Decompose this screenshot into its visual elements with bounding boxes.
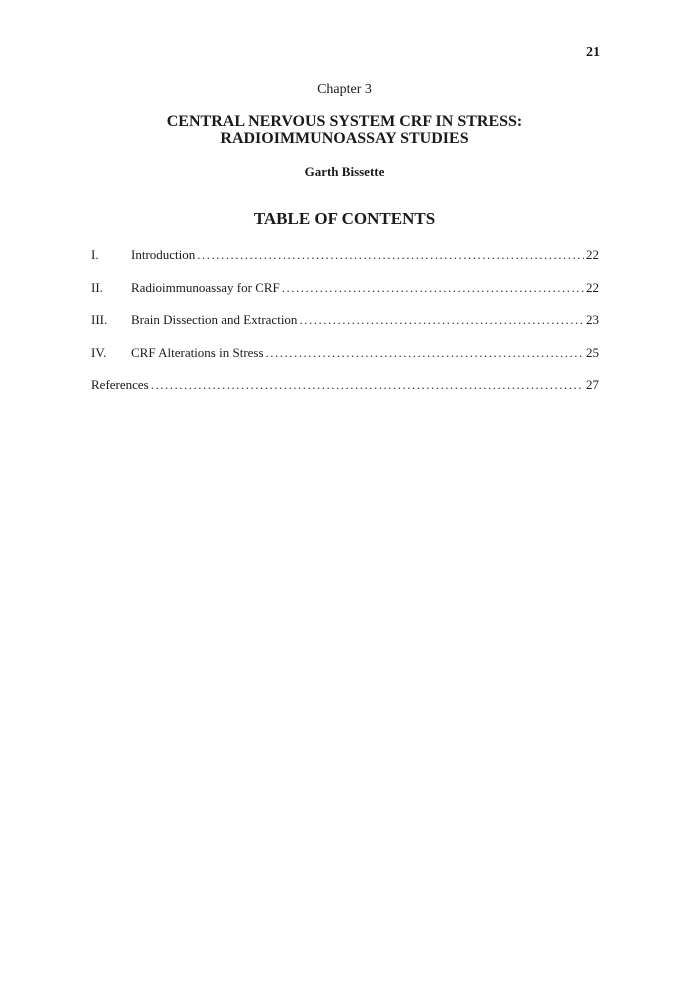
toc-entry-references	[91, 377, 599, 410]
chapter-title	[0, 113, 689, 147]
toc-entry-radioimmunoassay	[91, 280, 599, 313]
table-of-contents	[91, 247, 599, 410]
toc-entry-title: CRF Alterations in Stress	[131, 344, 264, 360]
toc-entry-numeral: II.	[91, 279, 103, 295]
toc-entry-numeral: IV.	[91, 344, 107, 360]
toc-entry-page: 22	[586, 279, 599, 295]
chapter-title-line-1: CENTRAL NERVOUS SYSTEM CRF IN STRESS:	[166, 113, 523, 130]
dot-leader	[266, 345, 584, 361]
toc-entry-brain-dissection	[91, 312, 599, 345]
dot-leader	[151, 377, 584, 393]
toc-entry-numeral: III.	[91, 312, 108, 327]
toc-entry-title: Brain Dissection and Extraction	[131, 312, 298, 327]
author-name: Garth Bissette	[304, 164, 385, 179]
toc-entry-numeral: I.	[91, 247, 99, 262]
dot-leader	[282, 280, 584, 296]
chapter-title-line-2: RADIOIMMUNOASSAY STUDIES	[220, 130, 469, 147]
toc-entry-page: 23	[586, 312, 599, 327]
toc-entry-page: 25	[586, 344, 599, 360]
toc-entry-page: 22	[586, 247, 599, 262]
chapter-label: Chapter 3	[317, 82, 372, 97]
toc-entry-introduction	[91, 247, 599, 280]
page-number: 21	[586, 45, 600, 60]
toc-entry-title: Radioimmunoassay for CRF	[131, 279, 280, 295]
toc-entry-title: References	[91, 377, 149, 392]
toc-entry-crf-alterations	[91, 345, 599, 378]
toc-heading: TABLE OF CONTENTS	[253, 209, 436, 228]
toc-entry-title: Introduction	[131, 247, 196, 262]
toc-entry-page: 27	[586, 377, 599, 392]
dot-leader	[197, 247, 584, 263]
dot-leader	[299, 312, 584, 328]
